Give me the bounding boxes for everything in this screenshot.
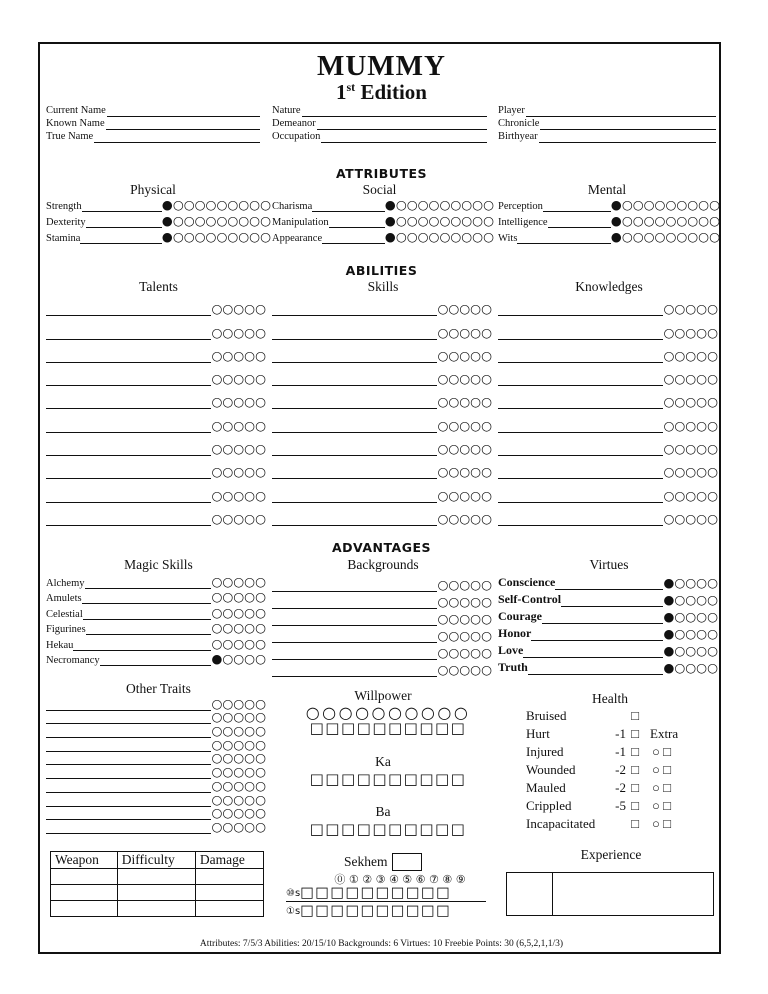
sekhem-label: Sekhem: [344, 854, 388, 869]
mental-heading: Mental: [587, 182, 627, 197]
health-track: [526, 707, 716, 833]
dexterity-label: Dexterity: [46, 217, 86, 228]
virtues-heading: Virtues: [589, 557, 629, 572]
info-col-1: [46, 104, 260, 143]
skill-row[interactable]: ○○○○○: [272, 456, 492, 479]
health-heading: Health: [592, 691, 628, 706]
other-trait-row[interactable]: ○○○○○: [46, 697, 266, 711]
player-label: Player: [498, 105, 525, 116]
abilities-heading: ABILITIES: [345, 263, 418, 278]
experience-box[interactable]: [506, 872, 714, 916]
skill-row[interactable]: ○○○○○: [272, 479, 492, 502]
other-trait-row[interactable]: ○○○○○: [46, 711, 266, 725]
dexterity-dots[interactable]: ●○○○○○○○○○: [161, 213, 271, 228]
virtue-row[interactable]: Honor ●○○○○: [498, 626, 718, 641]
manipulation-label: Manipulation: [272, 217, 329, 228]
magic-skills-list: [46, 573, 266, 666]
demeanor-label: Demeanor: [272, 118, 316, 129]
social-attributes: [272, 196, 494, 244]
talent-row[interactable]: ○○○○○: [46, 386, 266, 409]
attributes-heading: ATTRIBUTES: [335, 166, 428, 181]
magic-skill-row[interactable]: Amulets ○○○○○: [46, 589, 266, 604]
sheet-title: MUMMY: [316, 50, 446, 82]
weapon-row[interactable]: [51, 869, 264, 885]
stamina-dots[interactable]: ●○○○○○○○○○: [161, 229, 271, 244]
knowledges-list: [498, 293, 718, 526]
knowledge-row[interactable]: ○○○○○: [498, 316, 718, 339]
skills-list: [272, 293, 492, 526]
sekhem-ones-row[interactable]: ①s □□□□□□□□□□: [286, 903, 452, 919]
demeanor-field[interactable]: [317, 119, 487, 130]
info-col-3: [498, 104, 716, 143]
magic-skill-row[interactable]: Celestial ○○○○○: [46, 604, 266, 620]
talent-row[interactable]: ○○○○○: [46, 363, 266, 386]
edition-label: 1st Edition: [336, 80, 427, 104]
known-name-field[interactable]: [106, 119, 260, 130]
stamina-label: Stamina: [46, 233, 81, 244]
charisma-label: Charisma: [272, 201, 313, 212]
skill-row[interactable]: ○○○○○: [272, 316, 492, 339]
virtue-row[interactable]: Love ●○○○○: [498, 643, 718, 658]
birthyear-field[interactable]: [539, 132, 716, 143]
physical-heading: Physical: [130, 182, 176, 197]
health-level[interactable]: Crippled -5 □ ○ □: [526, 798, 671, 813]
virtue-row[interactable]: Conscience ●○○○○: [498, 575, 718, 590]
other-trait-row[interactable]: ○○○○○: [46, 807, 266, 821]
skill-row[interactable]: ○○○○○: [272, 386, 492, 409]
appearance-label: Appearance: [272, 233, 323, 244]
health-extra-label: Extra: [650, 726, 679, 741]
wits-label: Wits: [498, 233, 518, 244]
skills-heading: Skills: [367, 279, 399, 294]
current-name-label: Current Name: [46, 105, 106, 116]
info-col-2: [272, 104, 487, 143]
talent-row[interactable]: ○○○○○: [46, 316, 266, 339]
wits-dots[interactable]: ●○○○○○○○○○: [610, 229, 720, 244]
nature-field[interactable]: [302, 106, 487, 117]
ka-boxes[interactable]: □□□□□□□□□□: [309, 770, 467, 788]
knowledge-row[interactable]: ○○○○○: [498, 456, 718, 479]
skill-row[interactable]: ○○○○○: [272, 433, 492, 456]
experience-heading: Experience: [580, 847, 642, 862]
weapon-row[interactable]: [51, 901, 264, 917]
health-level[interactable]: Incapacitated □ ○ □: [526, 816, 671, 831]
background-row[interactable]: ○○○○○: [272, 592, 492, 609]
talent-row[interactable]: ○○○○○: [46, 409, 266, 432]
weapons-table: [50, 851, 264, 917]
magic-skill-row[interactable]: Figurines ○○○○○: [46, 620, 266, 635]
knowledge-row[interactable]: ○○○○○: [498, 386, 718, 409]
sekhem-header: [330, 853, 480, 871]
talent-row[interactable]: ○○○○○: [46, 433, 266, 456]
background-row[interactable]: ○○○○○: [272, 575, 492, 592]
damage-header: Damage: [195, 852, 263, 869]
difficulty-header: Difficulty: [117, 852, 195, 869]
mental-attributes: [498, 196, 720, 244]
virtues-list: [498, 573, 718, 675]
physical-attributes: [46, 196, 271, 244]
manipulation-dots[interactable]: ●○○○○○○○○○: [384, 213, 494, 228]
other-trait-row[interactable]: ○○○○○: [46, 820, 266, 834]
health-level[interactable]: Wounded -2 □ ○ □: [526, 762, 671, 777]
ba-heading: Ba: [375, 804, 391, 819]
chronicle-label: Chronicle: [498, 118, 540, 129]
intelligence-label: Intelligence: [498, 217, 548, 228]
nature-label: Nature: [272, 105, 301, 116]
sekhem-numbers: ⓪ ① ② ③ ④ ⑤ ⑥ ⑦ ⑧ ⑨: [334, 873, 466, 886]
true-name-field[interactable]: [94, 132, 260, 143]
occupation-field[interactable]: [321, 132, 487, 143]
footer-summary: Attributes: 7/5/3 Abilities: 20/15/10 Backgrounds: 6 Virtues: 10 Freebie Points: 30 (6,5,2,1,1/3): [199, 939, 564, 949]
occupation-label: Occupation: [272, 131, 321, 142]
other-traits-heading: Other Traits: [126, 681, 191, 696]
health-level[interactable]: Mauled -2 □ ○ □: [526, 780, 671, 795]
knowledges-heading: Knowledges: [575, 279, 643, 294]
talent-row[interactable]: ○○○○○: [46, 340, 266, 363]
magic-skill-row[interactable]: Hekau ○○○○○: [46, 635, 266, 651]
willpower-circles[interactable]: ○○○○○○○○○○: [305, 703, 471, 722]
knowledge-row[interactable]: ○○○○○: [498, 479, 718, 502]
appearance-dots[interactable]: ●○○○○○○○○○: [384, 229, 494, 244]
character-sheet: [38, 42, 721, 954]
knowledge-row[interactable]: ○○○○○: [498, 409, 718, 432]
knowledge-row[interactable]: ○○○○○: [498, 293, 718, 316]
talent-row[interactable]: ○○○○○: [46, 479, 266, 502]
known-name-label: Known Name: [46, 118, 105, 129]
intelligence-dots[interactable]: ●○○○○○○○○○: [610, 213, 720, 228]
other-trait-row[interactable]: ○○○○○: [46, 765, 266, 779]
advantages-heading: ADVANTAGES: [331, 540, 432, 555]
background-row[interactable]: ○○○○○: [272, 660, 492, 677]
background-row[interactable]: ○○○○○: [272, 626, 492, 643]
virtue-row[interactable]: Truth ●○○○○: [498, 660, 718, 675]
other-trait-row[interactable]: ○○○○○: [46, 779, 266, 793]
health-level[interactable]: Bruised □: [526, 708, 639, 723]
willpower-heading: Willpower: [354, 688, 412, 703]
magic-skill-row[interactable]: Necromancy ●○○○○: [46, 651, 266, 666]
charisma-dots[interactable]: ●○○○○○○○○○: [384, 197, 494, 212]
skill-row[interactable]: ○○○○○: [272, 340, 492, 363]
talent-row[interactable]: ○○○○○: [46, 293, 266, 316]
health-level[interactable]: Injured -1 □ ○ □: [526, 744, 671, 759]
chronicle-field[interactable]: [540, 119, 716, 130]
player-field[interactable]: [526, 106, 716, 117]
backgrounds-list: [272, 575, 492, 677]
talents-heading: Talents: [139, 279, 178, 294]
magic-skill-row[interactable]: Alchemy ○○○○○: [46, 573, 266, 589]
perception-dots[interactable]: ●○○○○○○○○○: [610, 197, 720, 212]
strength-label: Strength: [46, 201, 82, 212]
knowledge-row[interactable]: ○○○○○: [498, 340, 718, 363]
willpower-boxes[interactable]: □□□□□□□□□□: [309, 719, 467, 737]
knowledge-row[interactable]: ○○○○○: [498, 433, 718, 456]
skill-row[interactable]: ○○○○○: [272, 503, 492, 526]
social-heading: Social: [362, 182, 397, 197]
other-traits-list: [46, 697, 266, 834]
other-trait-row[interactable]: ○○○○○: [46, 724, 266, 738]
skill-row[interactable]: ○○○○○: [272, 409, 492, 432]
background-row[interactable]: ○○○○○: [272, 643, 492, 660]
virtue-row[interactable]: Self-Control ●○○○○: [498, 592, 718, 607]
perception-label: Perception: [498, 201, 543, 212]
magic-skills-heading: Magic Skills: [124, 557, 193, 572]
current-name-field[interactable]: [107, 106, 260, 117]
background-row[interactable]: ○○○○○: [272, 609, 492, 626]
knowledge-row[interactable]: ○○○○○: [498, 363, 718, 386]
health-level[interactable]: Hurt -1 □ Extra: [526, 726, 679, 741]
weapon-header: Weapon: [51, 852, 118, 869]
other-trait-row[interactable]: ○○○○○: [46, 793, 266, 807]
strength-dots[interactable]: ●○○○○○○○○○: [161, 197, 271, 212]
ba-boxes[interactable]: □□□□□□□□□□: [309, 820, 467, 838]
other-trait-row[interactable]: ○○○○○: [46, 752, 266, 766]
talent-row[interactable]: ○○○○○: [46, 503, 266, 526]
talent-row[interactable]: ○○○○○: [46, 456, 266, 479]
other-trait-row[interactable]: ○○○○○: [46, 738, 266, 752]
virtue-row[interactable]: Courage ●○○○○: [498, 609, 718, 624]
ka-heading: Ka: [375, 754, 391, 769]
true-name-label: True Name: [46, 131, 94, 142]
weapon-row[interactable]: [51, 885, 264, 901]
sekhem-tens-row[interactable]: ⑩s □□□□□□□□□□: [286, 885, 486, 902]
skill-row[interactable]: ○○○○○: [272, 293, 492, 316]
birthyear-label: Birthyear: [498, 131, 538, 142]
backgrounds-heading: Backgrounds: [347, 557, 419, 572]
sekhem-rating-box[interactable]: [392, 853, 422, 871]
knowledge-row[interactable]: ○○○○○: [498, 503, 718, 526]
talents-list: [46, 293, 266, 526]
skill-row[interactable]: ○○○○○: [272, 363, 492, 386]
